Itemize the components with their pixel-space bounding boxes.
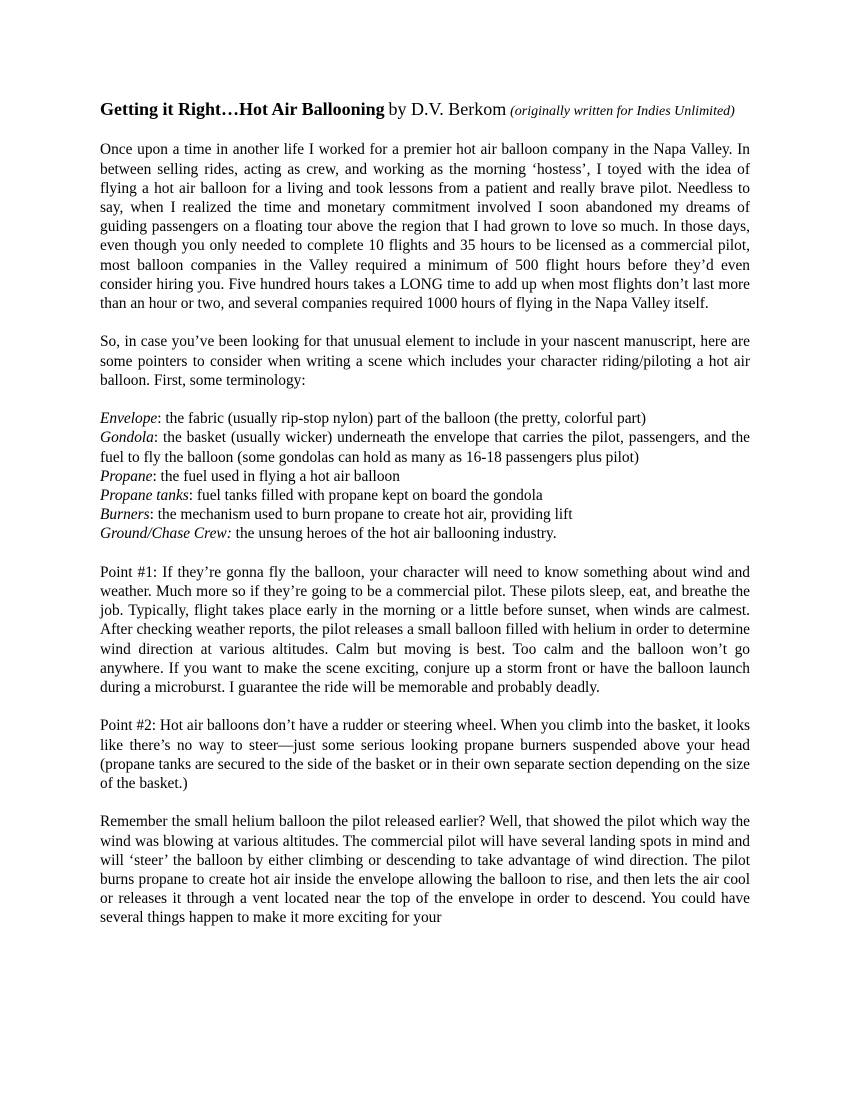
term-name: Ground/Chase Crew: [100, 525, 232, 543]
term-definition: : the basket (usually wicker) underneath the envelope that carries the pilot, passengers, and the fuel to fly the balloon (some gondolas can hold as many as 16-18 passengers plus pilot) [100, 429, 750, 466]
paragraph-intro: Once upon a time in another life I worked for a premier hot air balloon company in the Napa Valley. In between selling rides, acting as crew, and working as the morning ‘hostess’, I toyed with the idea of flying a hot air balloon for a living and took lessons from a patient and really brave pilot. Needless to say, when I realized the time and monetary commitment involved I soon abandoned my dreams of guiding passengers on a floating tour above the region that I had grown to love so much. In those days, even though you only needed to complete 10 flights and 35 hours to be licensed as a commercial pilot, most balloon companies in the Valley required a minimum of 500 flight hours before they’d even consider hiring you. Five hundred hours takes a LONG time to add up when most flights don’t last more than an hour or two, and several companies required 1000 hours of flying in the Napa Valley itself. [100, 141, 750, 313]
paragraph-point-1: Point #1: If they’re gonna fly the balloon, your character will need to know something about wind and weather. Much more so if they’re going to be a commercial pilot. These pilots sleep, eat, and breathe the job. Typically, flight takes place early in the morning or a little before sunset, when winds are calmest. After checking weather reports, the pilot releases a small balloon filled with helium in order to determine wind direction at various altitudes. Calm but moving is best. Too calm and the balloon won’t go anywhere. If you want to make the scene exciting, conjure up a storm front or have the balloon launch during a microburst. I guarantee the ride will be memorable and probably deadly. [100, 563, 750, 697]
spacer [100, 544, 750, 563]
spacer [100, 313, 750, 332]
term-name: Propane tanks [100, 487, 189, 505]
term-name: Propane [100, 467, 153, 485]
term-item [100, 524, 750, 543]
term-item [100, 409, 750, 428]
term-name: Envelope [100, 410, 158, 428]
term-item [100, 428, 750, 466]
document-page [100, 100, 750, 928]
spacer [100, 390, 750, 409]
article-source-note: (originally written for Indies Unlimited) [510, 104, 735, 119]
paragraph-steering: Remember the small helium balloon the pilot released earlier? Well, that showed the pilot which way the wind was blowing at various altitudes. The commercial pilot will have several landing spots in mind and will ‘steer’ the balloon by either climbing or descending to take advantage of wind direction. The pilot burns propane to create hot air inside the envelope allowing the balloon to rise, and then lets the air cool or releases it through a vent located near the top of the envelope in order to descend. You could have several things happen to make it more exciting for your [100, 813, 750, 927]
term-name: Gondola [100, 429, 154, 447]
term-definition: : the fuel used in flying a hot air balloon [152, 467, 400, 485]
term-item [100, 467, 750, 486]
term-definition: the unsung heroes of the hot air ballooning industry. [231, 525, 557, 543]
terminology-list [100, 409, 750, 543]
term-definition: : the fabric (usually rip-stop nylon) part of the balloon (the pretty, colorful part) [157, 410, 647, 428]
title-line [100, 100, 750, 121]
term-item [100, 486, 750, 505]
spacer [100, 793, 750, 812]
paragraph-point-2: Point #2: Hot air balloons don’t have a rudder or steering wheel. When you climb into the basket, it looks like there’s no way to steer—just some serious looking propane burners suspended above your head (propane tanks are secured to the side of the basket or in their own separate section depending on the size of the basket.) [100, 717, 750, 793]
article-author: by D.V. Berkom [388, 99, 507, 119]
article-title: Getting it Right…Hot Air Ballooning [100, 99, 385, 119]
term-definition: : fuel tanks filled with propane kept on board the gondola [188, 487, 543, 505]
spacer [100, 121, 750, 140]
term-definition: : the mechanism used to burn propane to create hot air, providing lift [149, 506, 573, 524]
term-item [100, 505, 750, 524]
paragraph-pointers: So, in case you’ve been looking for that unusual element to include in your nascent manuscript, here are some pointers to consider when writing a scene which includes your character riding/piloting a hot air balloon. First, some terminology: [100, 333, 750, 389]
spacer [100, 697, 750, 716]
term-name: Burners [100, 506, 150, 524]
